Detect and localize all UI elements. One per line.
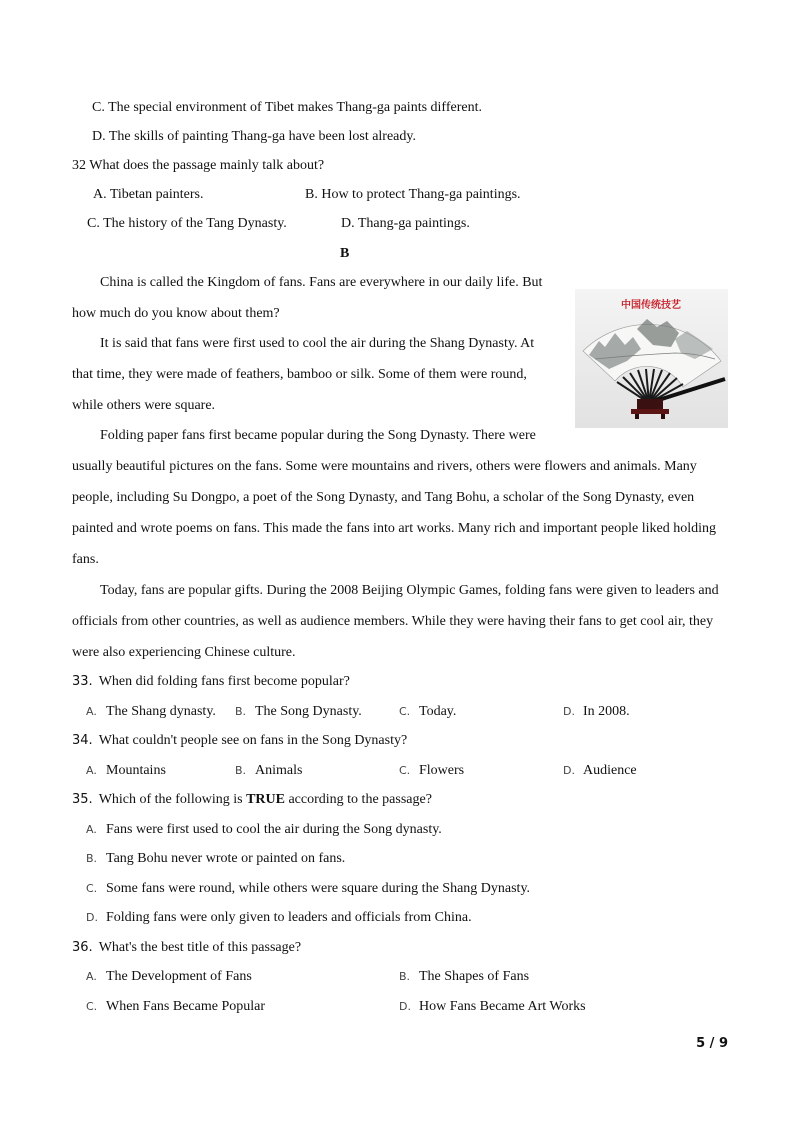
q33-option-b: B. The Song Dynasty. xyxy=(235,704,362,719)
q32-option-a: A. Tibetan painters. xyxy=(93,187,204,202)
q32-option-b: B. How to protect Thang-ga paintings. xyxy=(305,187,521,202)
fan-illustration xyxy=(575,289,728,428)
question-number: 33. xyxy=(72,674,93,689)
q34-option-a: A. Mountains xyxy=(86,763,166,778)
passage-line: were also experiencing Chinese culture. xyxy=(72,645,296,660)
passage-line: Today, fans are popular gifts. During the 2008 Beijing Olympic Games, folding fans were given to leaders and xyxy=(100,583,719,598)
passage-line: while others were square. xyxy=(72,398,216,413)
q32-stem: 32 What does the passage mainly talk about? xyxy=(72,158,325,173)
q33-option-c: C. Today. xyxy=(399,704,457,719)
q33-option-d: D. In 2008. xyxy=(563,704,630,719)
q33-stem xyxy=(72,673,350,691)
q34-option-c: C. Flowers xyxy=(399,763,465,778)
folding-fan-image xyxy=(575,289,728,428)
q35-option-b: B. Tang Bohu never wrote or painted on fans. xyxy=(86,851,346,866)
q35-option-d: D. Folding fans were only given to leaders and officials from China. xyxy=(86,910,472,925)
passage-line: how much do you know about them? xyxy=(72,306,280,321)
question-text: What's the best title of this passage? xyxy=(98,940,302,955)
passage-line: fans. xyxy=(72,552,99,567)
q35-option-c: C. Some fans were round, while others were square during the Shang Dynasty. xyxy=(86,881,531,896)
q36-option-a: A. The Development of Fans xyxy=(86,969,252,984)
passage-line: It is said that fans were first used to cool the air during the Shang Dynasty. At xyxy=(100,336,535,351)
q36-option-d: D. How Fans Became Art Works xyxy=(399,999,586,1014)
passage-line: usually beautiful pictures on the fans. Some were mountains and rivers, others were flowers and animals. Many xyxy=(72,459,697,474)
q34-option-b: B. Animals xyxy=(235,763,303,778)
q36-option-b: B. The Shapes of Fans xyxy=(399,969,530,984)
q31-option-d: D. The skills of painting Thang-ga have been lost already. xyxy=(92,129,416,144)
passage-line: painted and wrote poems on fans. This made the fans into art works. Many rich and important people liked holding xyxy=(72,521,716,536)
emphasis-true: TRUE xyxy=(246,792,285,807)
image-caption: 中国传统技艺 xyxy=(621,300,681,311)
q32-option-d: D. Thang-ga paintings. xyxy=(341,216,470,231)
q34-option-d: D. Audience xyxy=(563,763,637,778)
q34-stem xyxy=(72,732,407,750)
question-number: 34. xyxy=(72,733,93,748)
passage-line: that time, they were made of feathers, bamboo or silk. Some of them were round, xyxy=(72,367,527,382)
q32-option-c: C. The history of the Tang Dynasty. xyxy=(87,216,287,231)
page-number: 5 / 9 xyxy=(696,1036,728,1051)
q36-stem xyxy=(72,939,301,957)
passage-line: people, including Su Dongpo, a poet of the Song Dynasty, and Tang Bohu, a scholar of the Song Dynasty, even xyxy=(72,490,695,505)
q33-option-a: A. The Shang dynasty. xyxy=(86,704,216,719)
passage-line: Folding paper fans first became popular during the Song Dynasty. There were xyxy=(100,428,536,443)
question-number: 35. xyxy=(72,792,93,807)
q36-option-c: C. When Fans Became Popular xyxy=(86,999,266,1014)
q35-option-a: A. Fans were first used to cool the air during the Song dynasty. xyxy=(86,822,442,837)
q35-stem: 35. Which of the following is TRUE according to the passage? xyxy=(72,792,432,807)
passage-line: officials from other countries, as well as audience members. While they were having their fans to get cool air, they xyxy=(72,614,714,629)
question-number: 36. xyxy=(72,940,93,955)
question-text: What couldn't people see on fans in the Song Dynasty? xyxy=(98,733,408,748)
q31-option-c: C. The special environment of Tibet makes Thang-ga paints different. xyxy=(92,100,482,115)
passage-line: China is called the Kingdom of fans. Fans are everywhere in our daily life. But xyxy=(100,275,543,290)
question-text: When did folding fans first become popular? xyxy=(98,674,350,689)
section-b-heading: B xyxy=(340,246,350,261)
